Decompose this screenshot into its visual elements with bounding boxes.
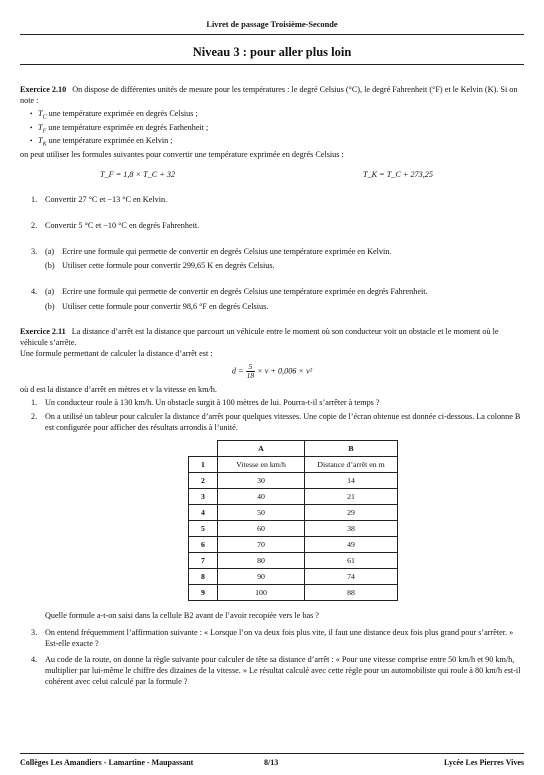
column-header-a: A <box>218 441 305 457</box>
table-row: 3 40 21 <box>189 489 398 505</box>
question-4: 4. Au code de la route, on donne la règle suivante pour calculer de tête sa distance d’arrêt : « Pour une vitesse comprise entre 50 km/h et 90 km/h, multiplier par lui-même le chiffre des dizaines de la vitesse. » Le résultat calculé avec cette règle pour un automobiliste qui roule à 80 km/h est-il cohérent avec celui calculé par la formule ? <box>31 655 521 686</box>
bullet-list <box>20 109 524 149</box>
table-row: 5 60 38 <box>189 521 398 537</box>
page-title: Niveau 3 : pour aller plus loin <box>192 45 352 59</box>
table-row: 4 50 29 <box>189 505 398 521</box>
bullet-item: • $T_C$ une température exprimée en degrés Celsius ; <box>30 109 198 121</box>
page-header: Livret de passage Troisième-Seconde <box>20 20 524 35</box>
spreadsheet-table <box>188 440 398 601</box>
stopping-formula-lead: Une formule permettant de calculer la distance d’arrêt est : <box>20 348 213 358</box>
page-content <box>20 85 524 687</box>
page-footer <box>20 753 524 767</box>
conversion-formulas <box>20 170 524 186</box>
page-number: 8/13 <box>264 758 279 767</box>
column-header-row <box>189 441 398 457</box>
table-row: 2 30 14 <box>189 473 398 489</box>
question-2: 2. On a utilisé un tableur pour calculer la distance d’arrêt pour quelques vitesses. Une copie de l’écran obtenue est donnée ci-dessous. La colonne B est configurée pour afficher des résultats arrondis à l’unité. <box>31 412 521 432</box>
bullet-item: • $T_K$ une température exprimée en Kelvin ; <box>30 136 173 148</box>
fahrenheit-formula: T_F = 1,8 × T_C + 32 <box>100 170 176 180</box>
question-2: 2. Convertir 5 °C et −10 °C en degrés Fahrenheit. <box>31 220 200 230</box>
table-row: 1 Vitesse en km/h Distance d’arrêt en m <box>189 457 398 473</box>
question-1: 1. Un conducteur roule à 130 km/h. Un obstacle surgit à 100 mètres de lui. Pourra-t-il s’arrêter à temps ? <box>31 398 380 408</box>
stopping-distance-formula: d = $\frac{5}{18}$ × v + 0,006 × v² <box>231 362 313 381</box>
question-3: 3. (a) Ecrire une formule qui permette de convertir en degrés Celsius une température exprimée en Kelvin. (b) Utiliser cette formule pour convertir 299,65 K en degrés Celsius. <box>31 246 392 271</box>
exercise-2-11-label: Exercice 2.11 <box>20 327 66 337</box>
table-row: 8 90 74 <box>189 569 398 585</box>
exercise-2-10-label: Exercice 2.10 <box>20 85 67 94</box>
question-3: 3. On entend fréquemment l’affirmation suivante : « Lorsque l’on va deux fois plus vite, il faut une distance deux fois plus grand pour s’arrêter. » Est-elle exacte ? <box>31 627 514 648</box>
footer-lycee: Lycée Les Pierres Vives <box>443 758 524 767</box>
table-row: 9 100 88 <box>189 585 398 601</box>
conversion-lead: on peut utiliser les formules suivantes pour convertir une température exprimée en degrés Celsius : <box>20 149 344 159</box>
question-4: 4. (a) Ecrire une formule qui permette de convertir en degrés Celsius une température exprimée en degrés Fahrenheit. (b) Utiliser cette formule pour convertir 98,6 °F en degrés Celsius. <box>31 286 428 311</box>
title-divider <box>20 64 524 65</box>
table-row: 6 70 49 <box>189 537 398 553</box>
variables-definition: où d est la distance d’arrêt en mètres et v la vitesse en km/h. <box>20 384 217 394</box>
question-1: 1. Convertir 27 °C et −13 °C en Kelvin. <box>31 195 168 205</box>
fraction: $\frac{5}{18}$ <box>246 362 255 381</box>
question-2-followup: Quelle formule a-t-on saisi dans la cellule B2 avant de l’avoir recopiée vers le bas ? <box>45 611 319 621</box>
table-row: 7 80 61 <box>189 553 398 569</box>
exercise-2-10-intro: Exercice 2.10 On dispose de différentes unités de mesure pour les températures : le degré Celsius (°C), le degré Fahrenheit (°F) et le Kelvin (K). Si on note : <box>20 85 518 105</box>
bullet-item: • $T_F$ une température exprimée en degrés Farhenheit ; <box>30 122 209 135</box>
exercise-2-11-intro: Exercice 2.11 La distance d’arrêt est la distance que parcourt un véhicule entre le moment où son conducteur voit un obstacle et le moment où le véhicule s’arrête. <box>20 327 499 347</box>
kelvin-formula: T_K = T_C + 273,25 <box>363 170 433 180</box>
footer-schools: Collèges Les Amandiers - Lamartine - Maupassant <box>20 758 194 767</box>
column-header-b: B <box>305 441 398 457</box>
